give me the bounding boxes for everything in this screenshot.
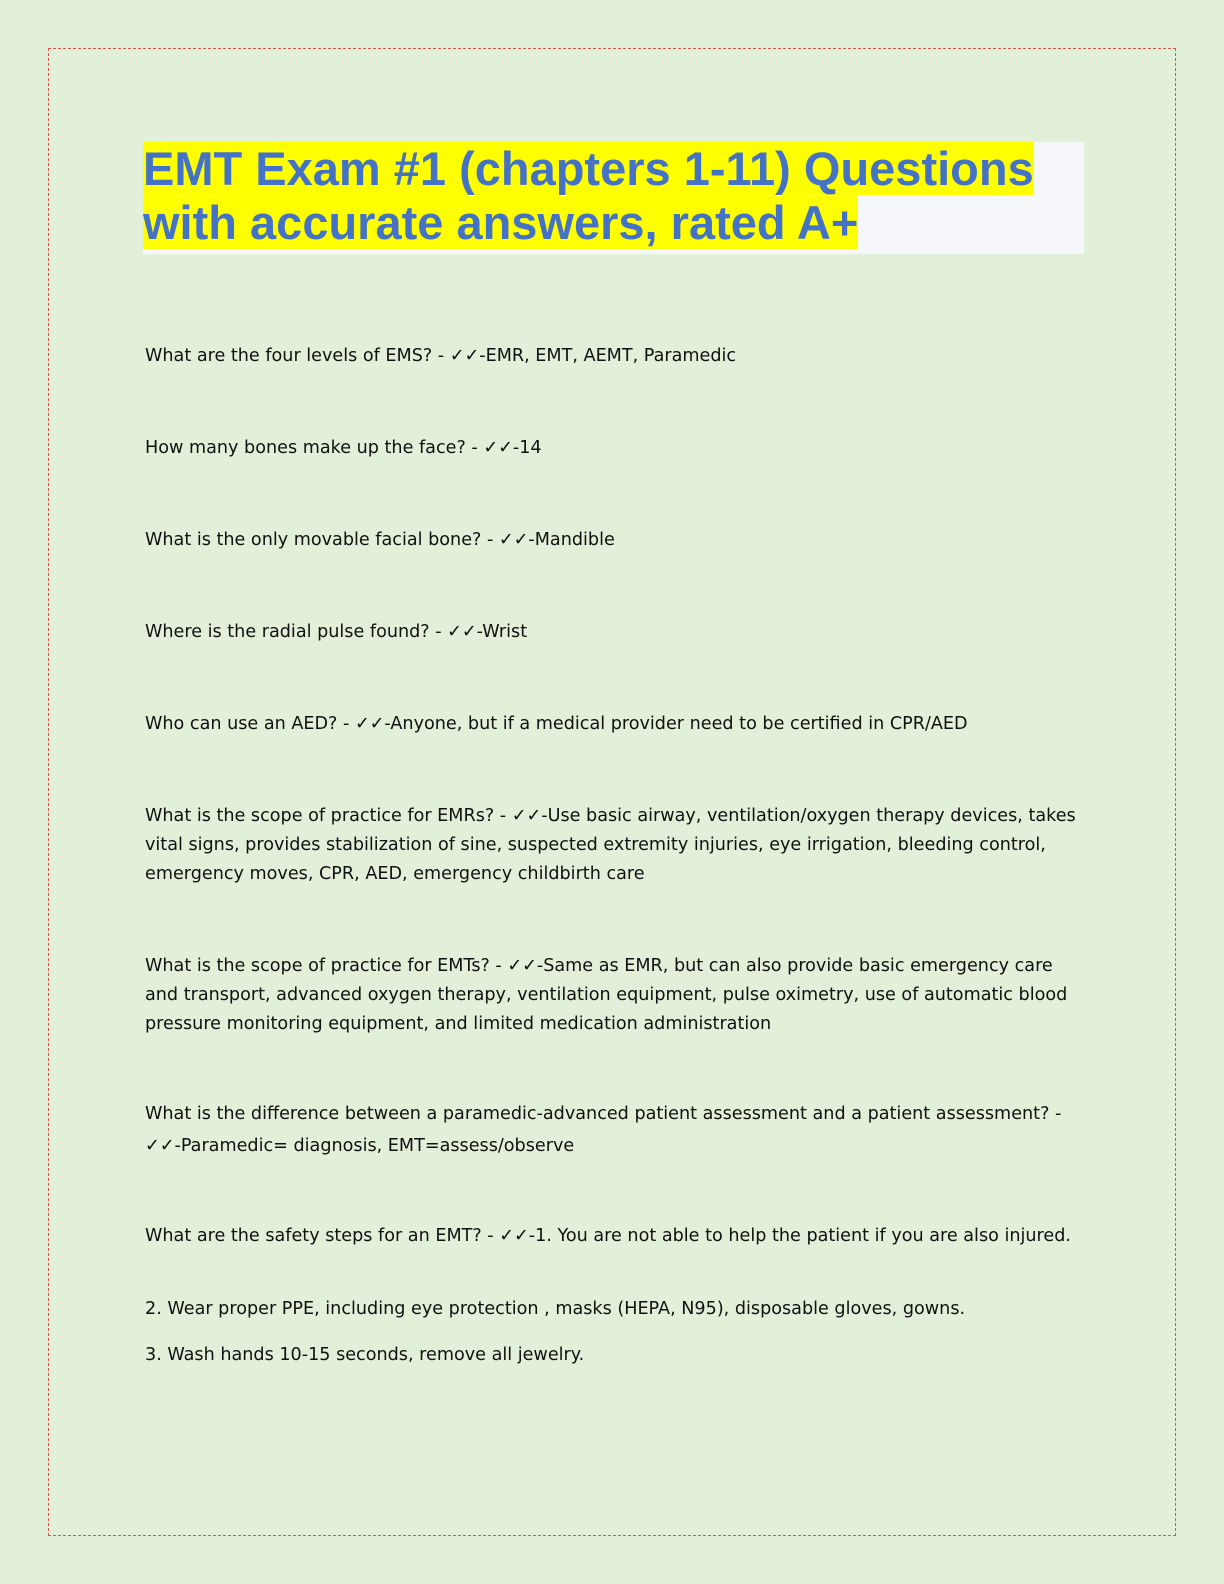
answer-separator: - ✓✓-: [494, 806, 548, 826]
answer: 14: [519, 438, 542, 458]
qa-item-3: [145, 526, 1080, 555]
qa-item-4: [145, 618, 1080, 647]
answer-separator: - ✓✓-: [481, 1226, 536, 1246]
continuation-line-2: 2. Wear proper PPE, including eye protection , masks (HEPA, N95), disposable gloves, gowns.: [145, 1299, 966, 1319]
qa-item-7: [145, 952, 1080, 1039]
continuation-line-3: 3. Wash hands 10-15 seconds, remove all jewelry.: [145, 1345, 585, 1365]
answer-separator: - ✓✓-: [432, 346, 486, 366]
qa-item-9: [145, 1222, 1080, 1251]
qa-item-1: [145, 342, 1080, 371]
answer: Paramedic= diagnosis, EMT=assess/observe: [180, 1136, 575, 1156]
answer: EMR, EMT, AEMT, Paramedic: [485, 346, 737, 366]
answer: Anyone, but if a medical provider need to be certified in CPR/AED: [390, 714, 968, 734]
answer: Mandible: [534, 530, 615, 550]
question: How many bones make up the face?: [145, 438, 466, 458]
question: What is the only movable facial bone?: [145, 530, 482, 550]
answer: Same as EMR, but can also provide basic emergency care and transport, advanced oxygen therapy, ventilation equipment, pulse oximetry, use of automatic blood pressure monitoring equipment, and limited medication administration: [145, 956, 1068, 1034]
answer-separator: - ✓✓-: [337, 714, 391, 734]
answer-separator: - ✓✓-: [145, 1104, 1062, 1156]
qa-item-8: [145, 1098, 1080, 1162]
question: What are the safety steps for an EMT?: [145, 1226, 482, 1246]
answer: 1. You are not able to help the patient if you are also injured.: [535, 1226, 1071, 1246]
answer-separator: - ✓✓-: [481, 530, 535, 550]
document-title: EMT Exam #1 (chapters 1-11) Questions with accurate answers, rated A+: [143, 142, 1034, 249]
answer: Use basic airway, ventilation/oxygen therapy devices, takes vital signs, provides stabilization of sine, suspected extremity injuries, eye irrigation, bleeding control, emergency moves, CPR, AED, emergency childbirth care: [145, 806, 1076, 884]
answer: Wrist: [482, 622, 528, 642]
question: What is the difference between a paramedic-advanced patient assessment and a patient assessment?: [145, 1104, 1050, 1124]
qa-item-5: [145, 710, 1080, 739]
question: What are the four levels of EMS?: [145, 346, 433, 366]
question: What is the scope of practice for EMTs?: [145, 956, 490, 976]
question: What is the scope of practice for EMRs?: [145, 806, 495, 826]
qa-item-2: [145, 434, 1080, 463]
answer-separator: - ✓✓-: [465, 438, 520, 458]
question: Who can use an AED?: [145, 714, 338, 734]
question: Where is the radial pulse found?: [145, 622, 430, 642]
answer-separator: - ✓✓-: [429, 622, 483, 642]
answer-separator: - ✓✓-: [489, 956, 544, 976]
qa-item-6: [145, 802, 1080, 889]
